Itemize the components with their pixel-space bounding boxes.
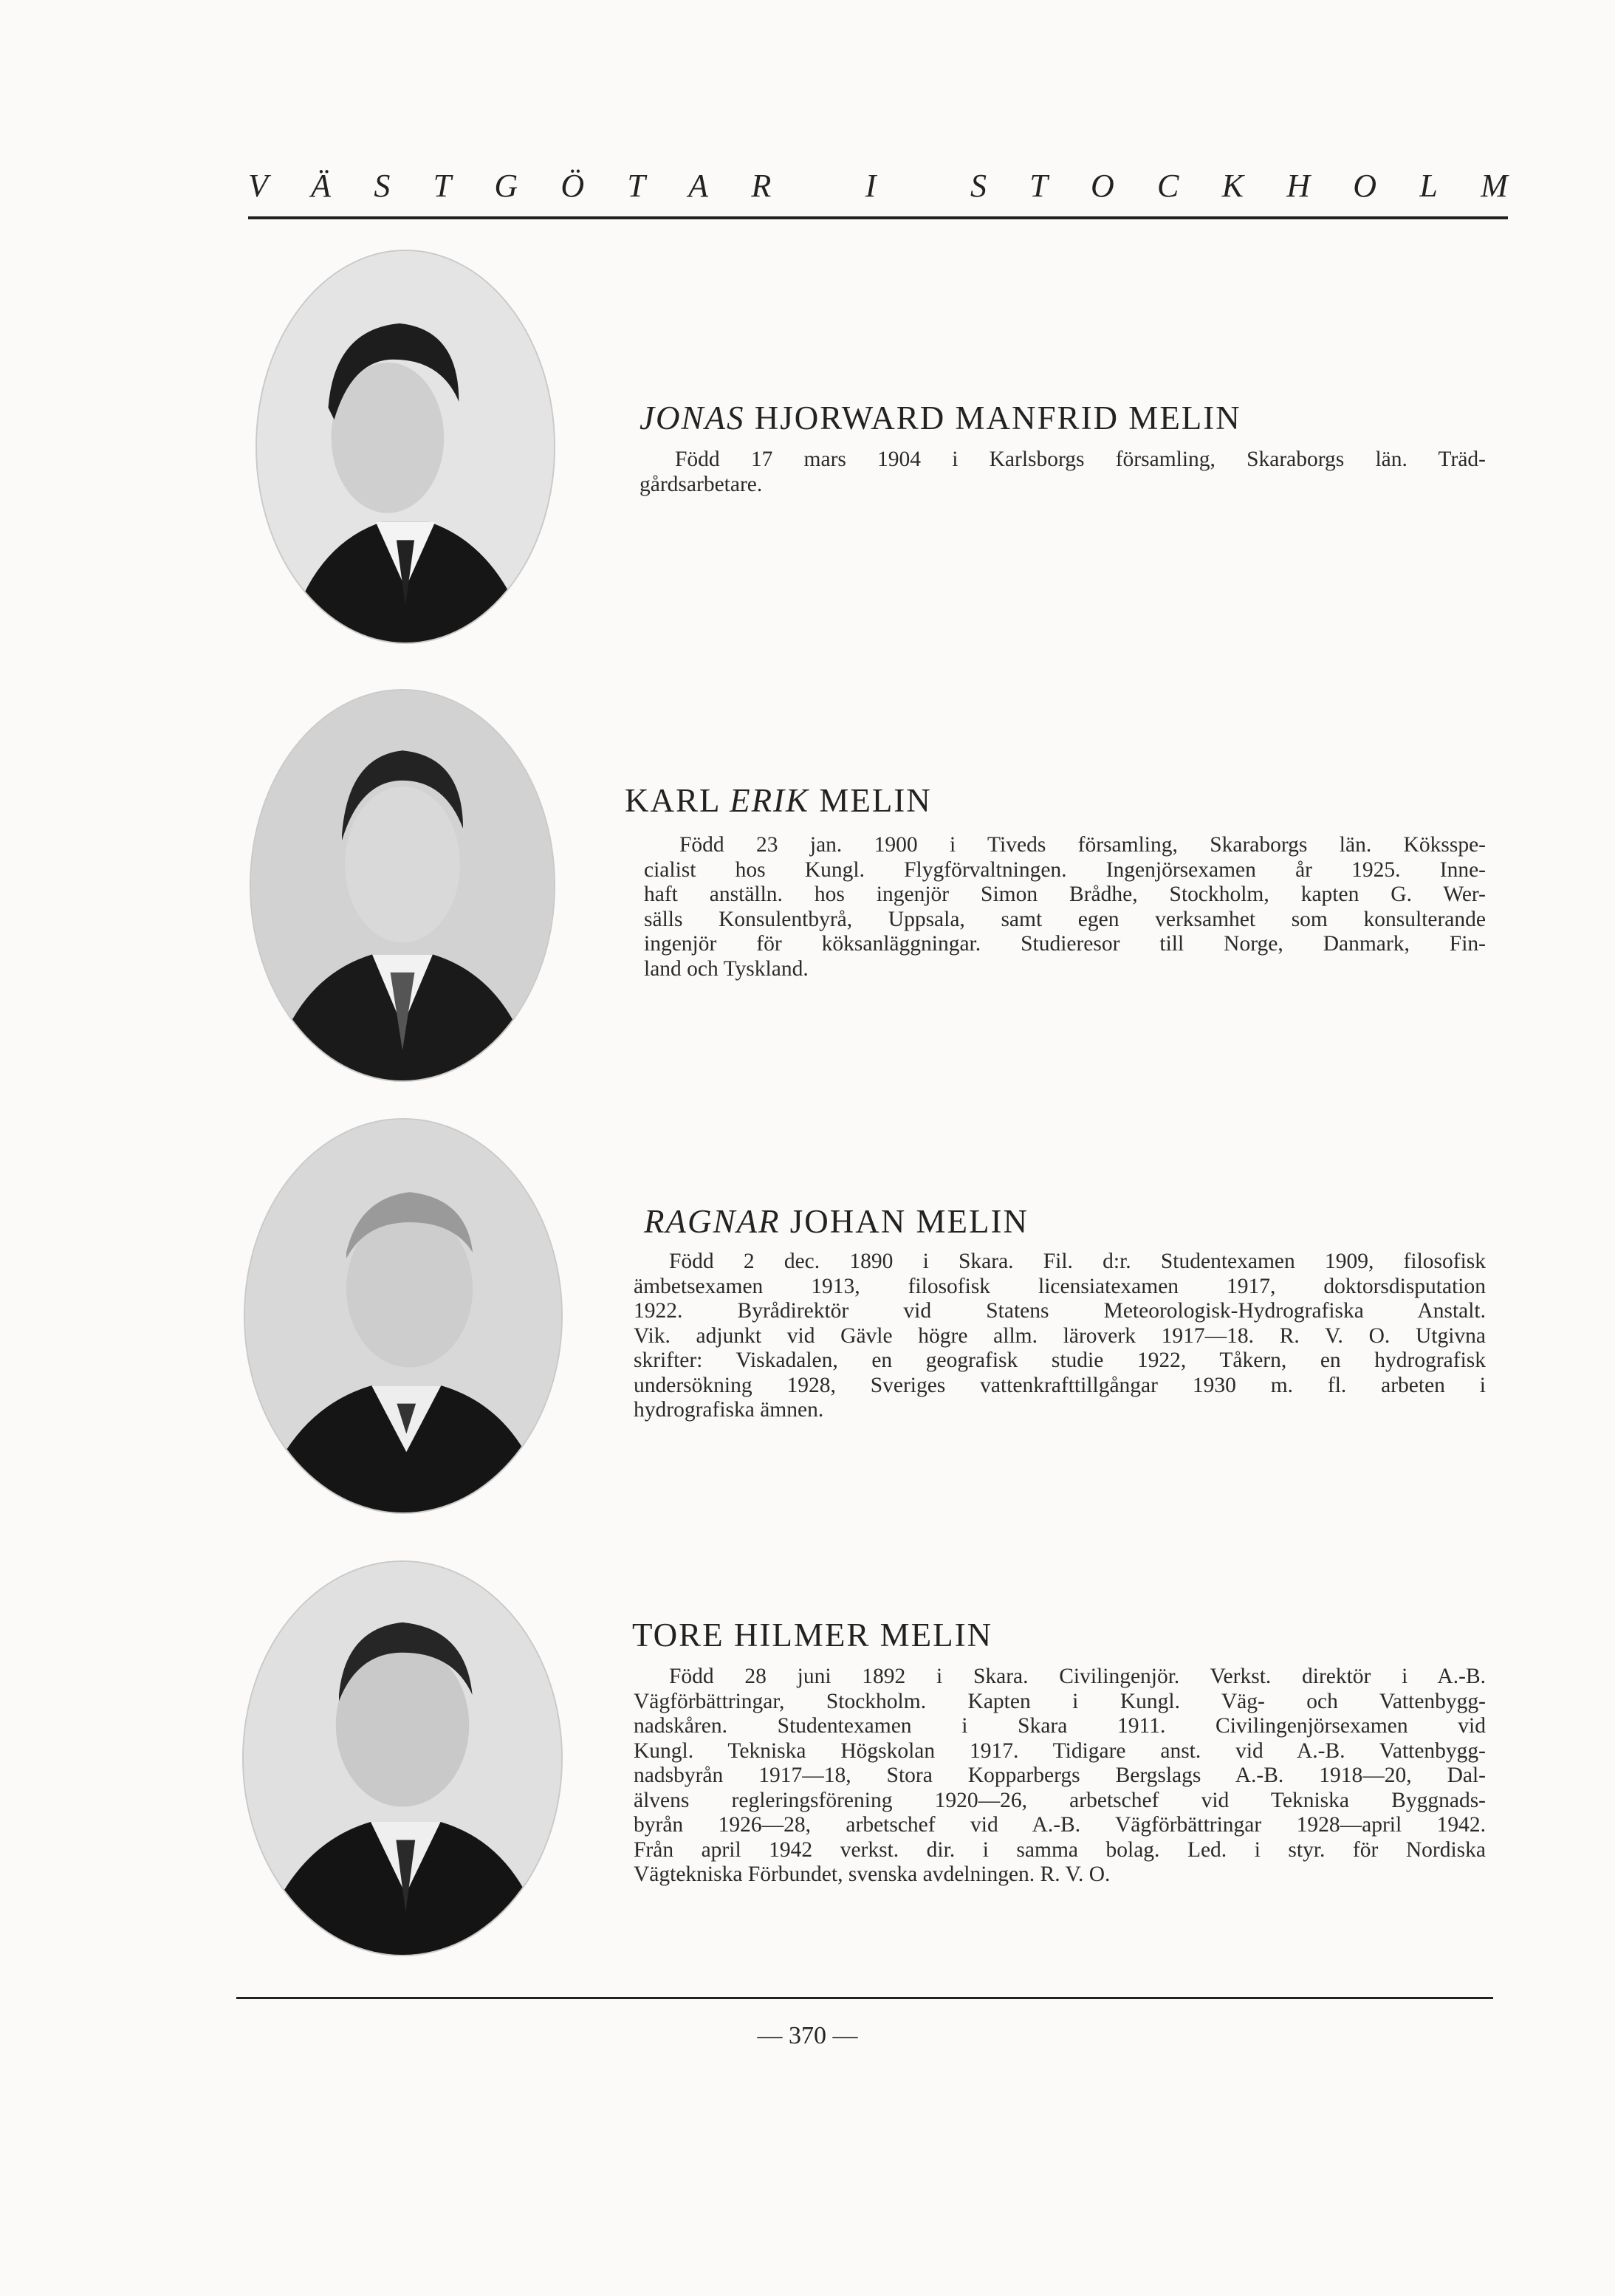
running-head-letter: S	[970, 168, 987, 204]
portrait-photo	[244, 1562, 561, 1955]
running-head-letter: A	[688, 168, 709, 204]
bio-line: 1922. Byrådirektör vid Statens Meteorologisk-Hydrografiska Anstalt.	[634, 1299, 1486, 1323]
running-head-letter: Ö	[560, 168, 585, 204]
running-head-letter: M	[1481, 168, 1508, 204]
running-head-letter: S	[374, 168, 391, 204]
bio-line: Vägtekniska Förbundet, svenska avdelningen. R. V. O.	[634, 1862, 1111, 1886]
bio-line: undersökning 1928, Sveriges vattenkrafttillgångar 1930 m. fl. arbeten i	[634, 1373, 1486, 1397]
entry-biography	[634, 1250, 1486, 1423]
bio-line: skrifter: Viskadalen, en geografisk studie 1922, Tåkern, en hydrografisk	[634, 1349, 1486, 1372]
entry-name: TORE HILMER MELIN	[632, 1617, 993, 1654]
bio-line: Vik. adjunkt vid Gävle högre allm. läroverk 1917—18. R. V. O. Utgivna	[634, 1323, 1486, 1348]
entry-name: KARL ERIK MELIN	[625, 782, 932, 819]
bio-line: sälls Konsulentbyrå, Uppsala, samt egen verksamhet som konsulterande	[644, 907, 1486, 931]
bio-line: hydrografiska ämnen.	[634, 1398, 824, 1422]
running-head-letter: L	[1419, 168, 1438, 204]
running-head-letter: O	[1090, 168, 1114, 204]
bio-line: Född 17 mars 1904 i Karlsborgs församling, Skaraborgs län. Träd-	[675, 448, 1486, 471]
running-head-space	[814, 167, 822, 205]
portrait-silhouette-icon	[244, 1562, 561, 1955]
running-head-letter: T	[1029, 168, 1048, 204]
header-rule	[248, 216, 1508, 219]
running-head-letter: G	[494, 168, 518, 204]
running-head-letter: I	[865, 168, 877, 204]
entry-biography	[640, 448, 1486, 497]
running-head-letter: H	[1286, 168, 1311, 204]
portrait-photo	[251, 690, 554, 1080]
bio-line: Kungl. Tekniska Högskolan 1917. Tidigare anst. vid A.-B. Vattenbygg-	[634, 1738, 1486, 1763]
bio-line: Vägförbättringar, Stockholm. Kapten i Kungl. Väg- och Vattenbygg-	[634, 1689, 1486, 1713]
running-head-letter: R	[751, 168, 772, 204]
running-head-letter: C	[1157, 168, 1179, 204]
running-head-letter: V	[248, 168, 268, 204]
entry-biography	[644, 833, 1486, 981]
bio-line: älvens regleringsförening 1920—26, arbetschef vid Tekniska Byggnads-	[634, 1788, 1486, 1812]
entry-biography	[634, 1665, 1486, 1888]
bio-line: ingenjör för köksanläggningar. Studieresor till Norge, Danmark, Fin-	[644, 932, 1486, 956]
running-head-space	[919, 167, 927, 205]
portrait-silhouette-icon	[251, 690, 554, 1080]
bio-line: Född 28 juni 1892 i Skara. Civilingenjör. Verkst. direktör i A.-B.	[669, 1665, 1486, 1688]
bio-line: land och Tyskland.	[644, 956, 809, 981]
portrait-silhouette-icon	[245, 1120, 561, 1512]
page-number: — 370 —	[757, 2022, 858, 2049]
bio-line: Från april 1942 verkst. dir. i samma bolag. Led. i styr. för Nordiska	[634, 1837, 1486, 1862]
running-head-letter: O	[1353, 168, 1377, 204]
bio-line: cialist hos Kungl. Flygförvaltningen. Ingenjörsexamen år 1925. Inne-	[644, 857, 1486, 882]
running-head-letter: Ä	[311, 168, 332, 204]
portrait-photo	[245, 1120, 561, 1512]
bio-line: gårdsarbetare.	[640, 472, 763, 496]
bio-line: Född 23 jan. 1900 i Tiveds församling, Skaraborgs län. Köksspe-	[679, 833, 1486, 857]
bio-line: haft anställn. hos ingenjör Simon Brådhe, Stockholm, kapten G. Wer-	[644, 883, 1486, 906]
bio-line: nadskåren. Studentexamen i Skara 1911. Civilingenjörsexamen vid	[634, 1714, 1486, 1738]
bio-line: nadsbyrån 1917—18, Stora Kopparbergs Bergslags A.-B. 1918—20, Dal-	[634, 1764, 1486, 1787]
entry-name: JONAS HJORWARD MANFRID MELIN	[640, 400, 1241, 436]
bio-line: ämbetsexamen 1913, filosofisk licensiatexamen 1917, doktorsdisputation	[634, 1274, 1486, 1298]
bio-line: byrån 1926—28, arbetschef vid A.-B. Vägförbättringar 1928—april 1942.	[634, 1813, 1486, 1837]
running-head-letter: K	[1221, 168, 1244, 204]
running-head	[248, 167, 1508, 205]
running-head-letter: T	[627, 168, 645, 204]
portrait-photo	[257, 251, 554, 642]
portrait-silhouette-icon	[257, 251, 554, 642]
entry-name: RAGNAR JOHAN MELIN	[644, 1203, 1029, 1240]
footer-rule	[236, 1997, 1493, 1999]
bio-line: Född 2 dec. 1890 i Skara. Fil. d:r. Studentexamen 1909, filosofisk	[669, 1250, 1486, 1273]
running-head-letter: T	[433, 168, 452, 204]
